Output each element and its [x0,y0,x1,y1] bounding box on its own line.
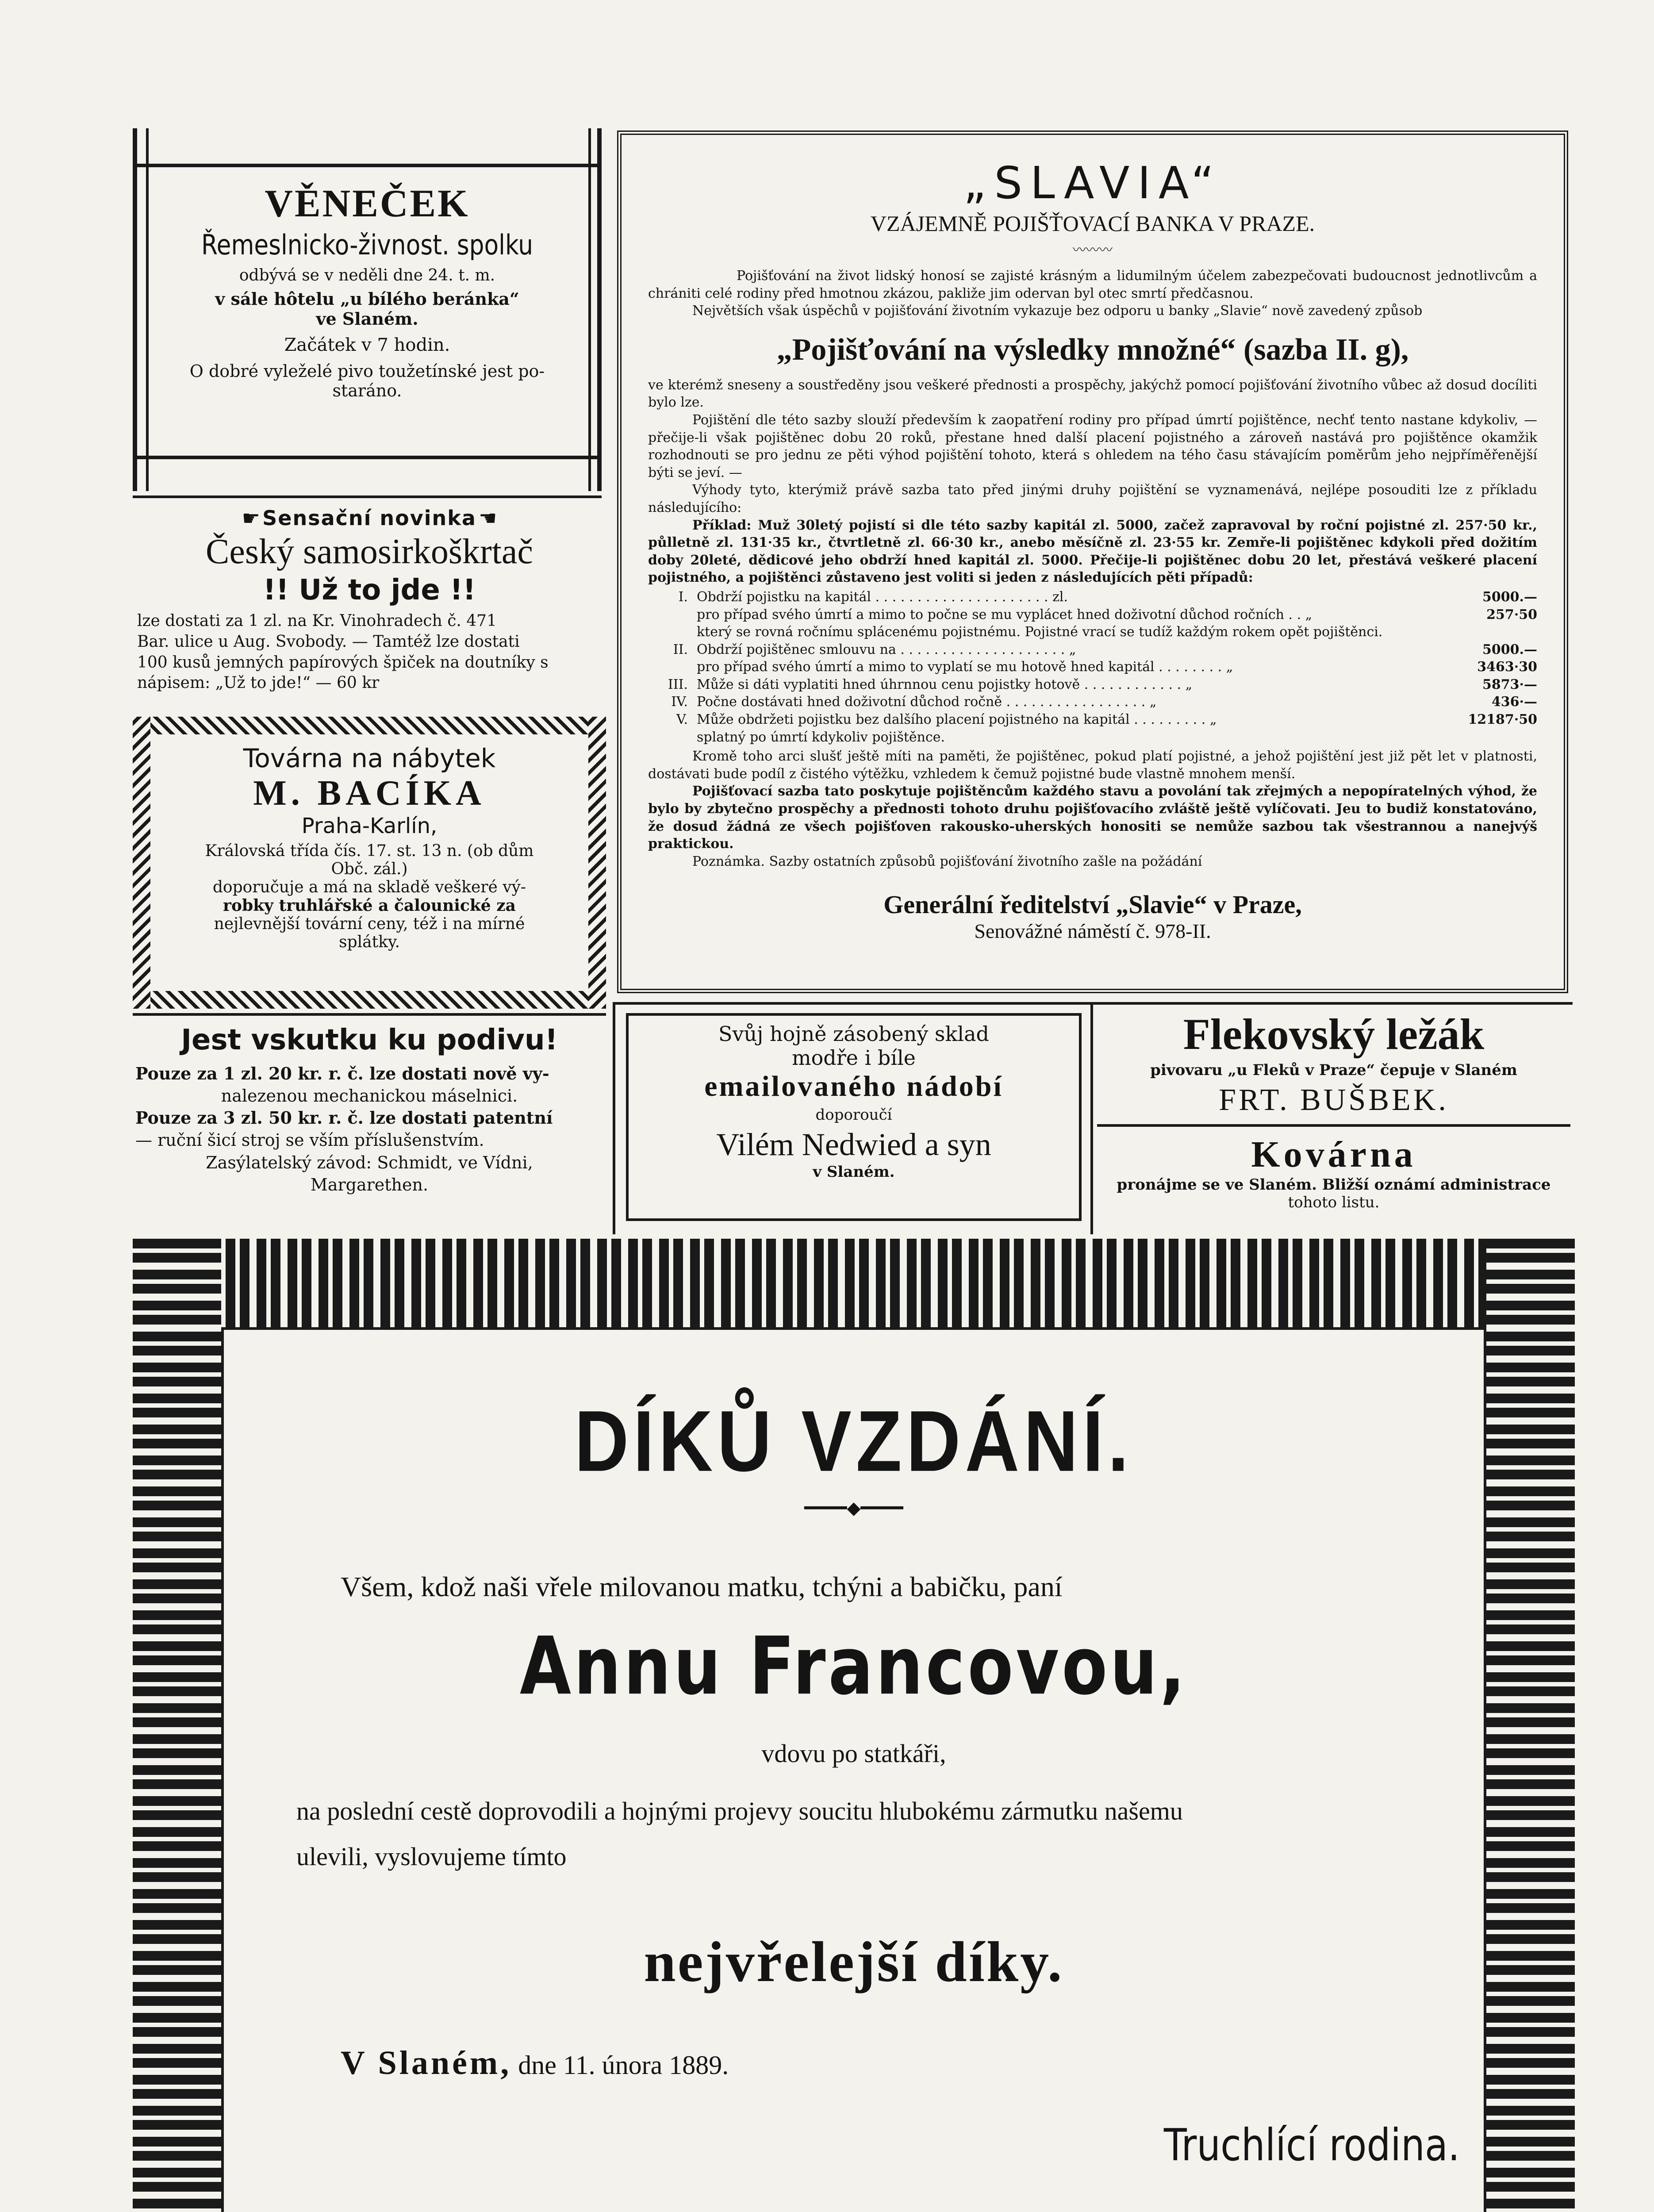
table-row: IV. Počne dostávati hned doživotní důchod ročně . . . . . . . . . . . . . . . . . „ 436·— [671,694,1537,710]
venecek-start: Začátek v 7 hodin. [284,335,450,355]
nabytek-name: M. BACÍKA [253,774,486,813]
diky-place: V Slaném, [341,2044,512,2081]
nabytek-address: Královská třída čís. 17. st. 13 n. (ob dům [205,842,534,860]
slavia-paragraph-3: Výhody tyto, kterýmiž právě sazba tato před jinými druhy pojištění se vyznamenává, nejlépe posouditi lze z příkladu následujícího: [648,482,1537,515]
venecek-beer: O dobré vyleželé pivo toužetínské jest po- [189,361,545,381]
divider [133,495,602,498]
nabytek-title: Továrna na nábytek [243,743,496,773]
table-row: pro případ svého úmrtí a mimo to vyplatí se mu hotově hned kapitál . . . . . . . . „ 3463·30 [697,659,1537,675]
slavia-paragraph-1: ve kterémž sneseny a soustředěny jsou veškeré přednosti a prospěchy, jakýchž pomocí pojišťování životního vůbec až dosud docíliti bylo lze. [648,377,1537,411]
sklad-line-4: doporoučí [815,1106,892,1124]
kovarna-line-2: tohoto listu. [1288,1194,1380,1211]
slavia-ad [617,131,1568,993]
podivu-ad [133,1018,606,1230]
nabytek-offer-1: doporučuje a má na skladě veškeré vý- [212,878,526,896]
nabytek-offer-2: robky truhlářské a čalounické za [223,896,516,915]
novinka-title: Český samosirkoškrtač [206,532,533,571]
nabytek-offer-4: splátky. [339,933,400,951]
venecek-beer-2: staráno. [332,381,402,400]
sklad-line-2: modře i bíle [791,1046,916,1070]
slavia-intro-2: Největších však úspěchů v pojišťování životním vykazuje bez odporu u banky „Slavie“ nově zavedený způsob [692,303,1423,319]
diky-line-3: na poslední cestě doprovodili a hojnými projevy soucitu hlubokému zármutku našemu [296,1797,1183,1825]
podivu-line-6: Margarethen. [310,1175,429,1194]
slavia-paragraph-6: Pojišťovací sazba tato poskytuje pojištěncům každého stavu a povolání tak zřejmých a nepopíratelných výhod, že bylo by zbytečno prospěchy a přednosti tohoto druhu pojišťovacího zvláště ještě vylíčovati. Jeu to budiž konstatováno, že dosud žádná ze všech pojišťoven rakousko-uherských honositi se nemůže sazbou tak všestrannou a nanejvýš praktickou. [648,783,1537,852]
sklad-line-5: Vilém Nedwied a syn [716,1127,991,1162]
diky-line-1: Všem, kdož naši vřele milovanou matku, tchýni a babičku, paní [341,1571,1063,1602]
sklad-line-1: Svůj hojně zásobený sklad [718,1022,989,1046]
table-row: III. Může si dáti vyplatiti hned úhrnnou cenu pojistky hotově . . . . . . . . . . . . „ 5873·— [668,676,1537,692]
diky-thanks: nejvřelejší díky. [644,1930,1064,1994]
podivu-line-2: nalezenou mechanickou máselnici. [221,1086,518,1106]
novinka-text-4: nápisem: „Už to jde!“ — 60 kr [137,674,380,692]
table-row: II. Obdrží pojištěnec smlouvu na . . . . . . . . . . . . . . . . . . . . „ 5000.— [673,641,1537,657]
venecek-town: ve Slaném. [316,309,418,329]
slavia-paragraph-5: Kromě toho arci slušť ještě míti na paměti, že pojištěnec, pokud platí pojistné, a jehož pojištění jest již pět let v platnosti, dostávati bude podíl z čistého výtěžku, vzhledem k čemuž pojistné bude vlastně mnohem menší. [648,749,1537,782]
podivu-line-5: Zasýlatelský závod: Schmidt, ve Vídni, [206,1152,533,1172]
novinka-text-3: 100 kusů jemných papírových špiček na doutníky s [137,653,549,672]
ornament-border-right [1486,1239,1575,2212]
table-row: pro případ svého úmrtí a mimo to počne se mu vyplácet hned doživotní důchod ročních . . „ 257·50 [697,607,1537,622]
table-row: V. Může obdržeti pojistku bez dalšího placení pojistného na kapitál . . . . . . . . . „ 12187·50 [676,712,1537,728]
venecek-venue: v sále hôtelu „u bílého beránka“ [215,289,519,309]
podivu-line-3: Pouze za 3 zl. 50 kr. r. č. lze dostati patentní [135,1108,553,1128]
ornament-border-left [133,1239,221,2212]
slavia-subtitle: VZÁJEMNĚ POJIŠŤOVACÍ BANKA V PRAZE. [870,211,1315,236]
novinka-text-1: lze dostati za 1 zl. na Kr. Vinohradech č. 471 [137,612,497,630]
table-row: I. Obdrží pojistku na kapitál . . . . . . . . . . . . . . . . . . . . . zl. 5000.— [678,589,1537,605]
nabytek-ad [133,717,606,1009]
pointing-hand-left-icon: ☚ [478,506,497,530]
table-row: který se rovná ročnímu splácenému pojistnému. Pojistné vrací se tudíž každým rokem opět pojištěnci. [697,624,1383,640]
slavia-options-table [648,588,1537,746]
lezak-ad [1097,1009,1570,1230]
ornament-divider: ━━━━◆━━━━ [804,1498,903,1518]
lezak-title: Flekovský ležák [1183,1010,1485,1059]
diky-line-2: vdovu po statkáři, [761,1739,946,1768]
venecek-title: VĚNEČEK [265,182,470,225]
slavia-paragraph-4: Příklad: Muž 30letý pojistí si dle této sazby kapitál zl. 5000, začež zapravoval by roční pojistné zl. 257·50 kr., půlletně zl. 131·35 kr., čtvrtletně zl. 66·30 kr., anebo měsíčně zl. 23·55 kr. Zemře-li pojištěnec kdykoli před dožitím doby 20leté, dědicové jeho obdrží hned kapitál zl. 5000. Přečije-li pojištěnec dobu 20 let, přestává veškeré placení pojistného, a pojištěnci zůstaveno jest voliti si jeden z následujících pěti případů: [648,517,1537,586]
divider [133,1013,606,1016]
ornament-divider: 〰〰〰 [1073,242,1113,258]
diky-family: Truchlící rodina. [1163,2119,1460,2171]
sklad-line-6: v Slaném. [813,1163,895,1181]
slavia-paragraph-2: Pojištění dle této sazby slouží především k zaopatření rodiny pro případ úmrtí pojištěnce, nechť tento nastane kdykoliv, — přečije-li však pojištěnec dobu 20 roků, přestane hned další placení pojistného a zároveň nastává pro pojištěnce okamžik rozhodnouti se pro jednu ze pěti výhod pojištění tohoto, která s ohledem na tého času stávajícím poměrům jeho nejpříměřenější býti se jeví. — [648,412,1537,480]
diky-name: Annu Francovou, [519,1620,1188,1713]
venecek-subtitle: Řemeslnicko-živnost. spolku [201,229,533,261]
podivu-title: Jest vskutku ku podivu! [181,1024,558,1056]
venecek-date: odbývá se v neděli dne 24. t. m. [239,266,495,284]
diky-date: dne 11. února 1889. [511,2051,729,2080]
novinka-heading: Sensační novinka [262,506,476,530]
sklad-ad [626,1013,1082,1221]
lezak-name: FRT. BUŠBEK. [1219,1083,1449,1117]
nabytek-offer-3: nejlevnější tovární ceny, též i na mírné [214,915,525,933]
kovarna-line-1: pronájme se ve Slaném. Bližší oznámí administrace [1117,1176,1551,1194]
sklad-line-3: emailovaného nádobí [704,1070,1003,1102]
diky-frame [133,1239,1575,2212]
slavia-headline: „Pojišťování na výsledky množné“ (sazba II. g), [776,332,1409,367]
divider [613,1004,615,1234]
slavia-intro-1: Pojišťování na život lidský honosí se zajisté krásným a lidumilným účelem zabezpečovati budoucnost jednotlivcům a chrániti celé rodiny před hmotnou zkázou, pakliže jim odervan byl otec smrtí předčasnou. [648,268,1537,301]
slavia-note: Poznámka. Sazby ostatních způsobů pojišťování životního zašle na požádání [692,853,1202,869]
novinka-ad [133,500,606,708]
podivu-line-4: — ruční šicí stroj se vším příslušenstvím. [135,1130,484,1150]
novinka-text-2: Bar. ulice u Aug. Svobody. — Tamtéž lze dostati [137,632,520,651]
slavia-footer-2: Senovážné náměstí č. 978-II. [974,920,1211,943]
diky-title: DÍKŮ VZDÁNÍ. [574,1393,1133,1490]
slavia-footer-1: Generální ředitelství „Slavie“ v Praze, [883,890,1302,919]
pointing-hand-icon: ☛ [242,506,261,530]
podivu-line-1: Pouze za 1 zl. 20 kr. r. č. lze dostati nově vy- [135,1064,549,1083]
ornament-border-top [133,1239,1575,1327]
divider [1090,1004,1093,1234]
slavia-title: „SLAVIA“ [963,157,1222,209]
table-row: splatný po úmrtí kdykoliv pojištěnce. [697,729,945,745]
nabytek-city: Praha-Karlín, [301,814,437,838]
lezak-line-1: pivovaru „u Fleků v Praze“ čepuje v Slaném [1150,1061,1517,1079]
venecek-ad [133,128,602,491]
kovarna-title: Kovárna [1251,1134,1416,1175]
nabytek-address-2: Obč. zál.) [331,860,408,878]
diky-line-4: ulevili, vyslovujeme tímto [296,1842,567,1871]
novinka-slogan: !! Už to jde !! [263,574,476,607]
